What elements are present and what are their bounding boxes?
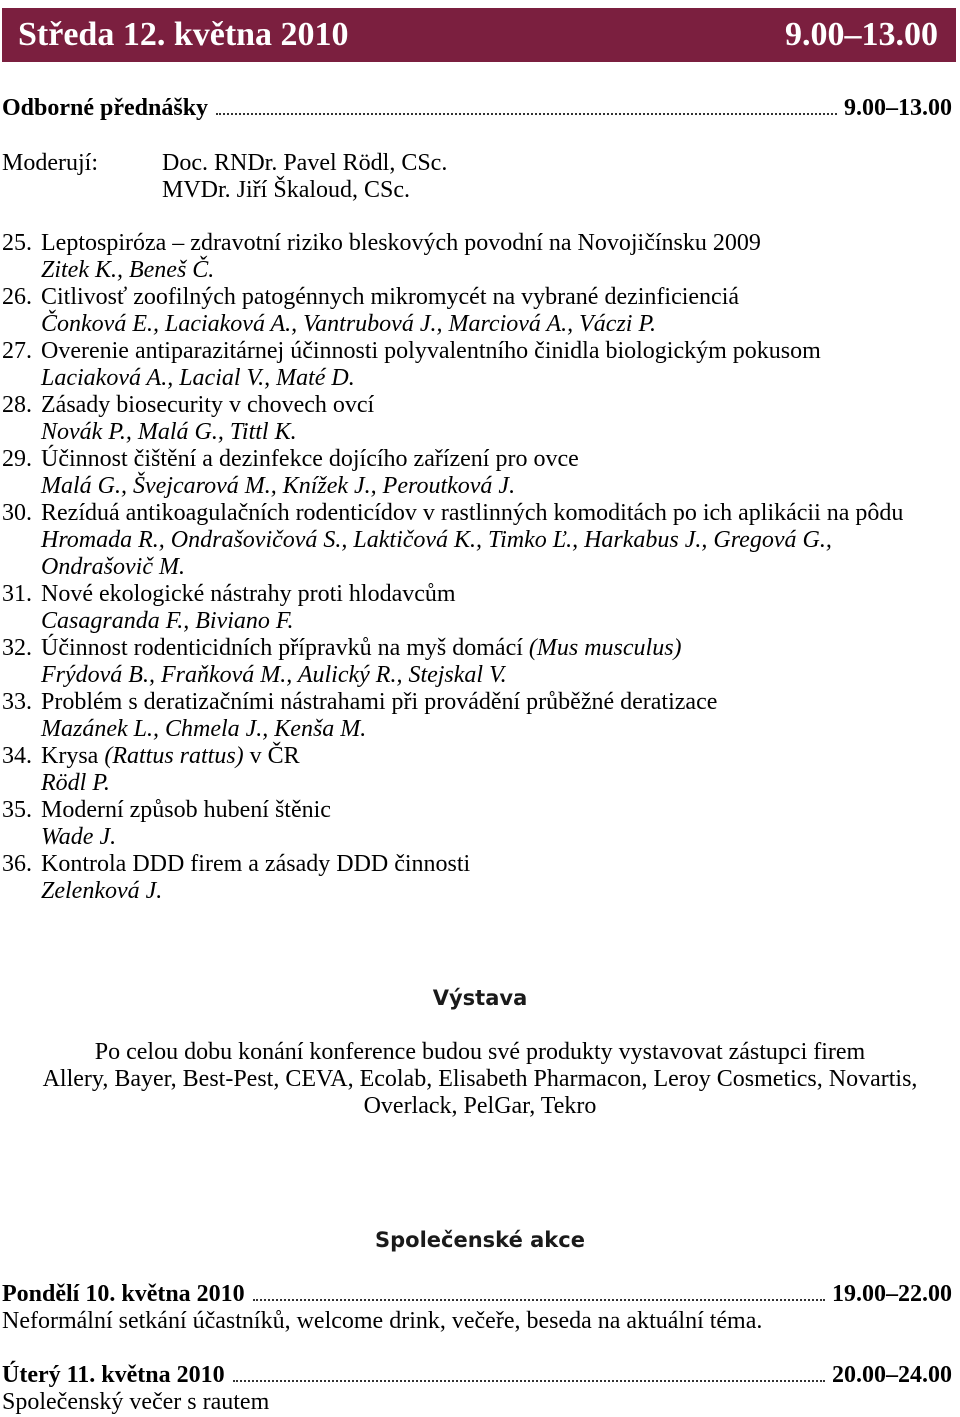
- exhibition-text-line: Po celou dobu konání konference budou své produkty vystavovat zástupci firem: [94, 1039, 866, 1065]
- lecture-authors: Zelenková J.: [41, 878, 163, 904]
- lecture-item: [0, 797, 960, 851]
- lecture-number: 34.: [2, 743, 32, 769]
- social-event-row: [2, 1281, 952, 1308]
- lecture-number: 26.: [2, 284, 32, 310]
- lecture-number: 25.: [2, 230, 32, 256]
- lecture-item: [0, 446, 960, 500]
- day-header-bar: [2, 8, 956, 62]
- lecture-title-latin-name: (Mus musculus): [528, 635, 682, 661]
- lecture-title-line: [0, 743, 960, 770]
- lecture-number: 33.: [2, 689, 32, 715]
- social-event-time: 20.00–24.00: [832, 1362, 952, 1388]
- lecture-authors: Rödl P.: [41, 770, 110, 796]
- moderator-name: Doc. RNDr. Pavel Rödl, CSc.: [162, 150, 448, 176]
- session-title: Odborné přednášky: [2, 95, 209, 121]
- lecture-number: 29.: [2, 446, 32, 472]
- session-time: 9.00–13.00: [844, 95, 952, 121]
- lecture-title-text: Účinnost čištění a dezinfekce dojícího zařízení pro ovce: [41, 446, 579, 472]
- lecture-title: [41, 743, 300, 769]
- lecture-authors: Mazánek L., Chmela J., Kenša M.: [41, 716, 367, 742]
- lecture-title: [41, 392, 374, 418]
- lecture-title-line: [0, 797, 960, 824]
- lecture-item: [0, 338, 960, 392]
- lecture-list: [0, 230, 960, 905]
- lecture-authors: Wade J.: [41, 824, 117, 850]
- lecture-title: [41, 797, 331, 823]
- lecture-item: [0, 689, 960, 743]
- lecture-title-text: Citlivosť zoofilných patogénnych mikromycét na vybrané dezinficienciá: [41, 284, 740, 310]
- dotted-leader: [233, 1380, 825, 1382]
- lecture-authors: Casagranda F., Biviano F.: [41, 608, 294, 634]
- lecture-title-text: Krysa: [41, 743, 105, 769]
- lecture-item: [0, 500, 960, 581]
- lecture-title-line: [0, 392, 960, 419]
- lecture-number: 35.: [2, 797, 32, 823]
- lecture-title-line: [0, 635, 960, 662]
- lecture-authors: Čonková E., Laciaková A., Vantrubová J., Marciová A., Váczi P.: [41, 311, 657, 337]
- social-event-day: Úterý 11. května 2010: [2, 1362, 225, 1388]
- lecture-title-line: [0, 446, 960, 473]
- session-title-row: [2, 95, 952, 122]
- moderators-label: Moderují:: [2, 150, 98, 176]
- lecture-authors: Frýdová B., Fraňková M., Aulický R., Stejskal V.: [41, 662, 507, 688]
- lecture-title-text: Overenie antiparazitárnej účinnosti polyvalentního činidla biologickým pokusom: [41, 338, 821, 364]
- lecture-title-line: [0, 500, 960, 527]
- lecture-title-line: [0, 230, 960, 257]
- lecture-item: [0, 581, 960, 635]
- exhibition-text: [0, 1039, 960, 1120]
- lecture-title-text: Rezíduá antikoagulačních rodenticídov v rastlinných komoditách po ich aplikácii na pôdu: [41, 500, 904, 526]
- dotted-leader: [216, 113, 837, 115]
- lecture-title-line: [0, 284, 960, 311]
- social-events-heading: Společenské akce: [375, 1228, 585, 1252]
- lecture-title: [41, 689, 717, 715]
- lecture-item: [0, 743, 960, 797]
- exhibition-text-line: Overlack, PelGar, Tekro: [363, 1093, 597, 1119]
- lecture-title-text: Zásady biosecurity v chovech ovcí: [41, 392, 375, 418]
- moderator-name: MVDr. Jiří Škaloud, CSc.: [162, 177, 411, 203]
- lecture-authors: Novák P., Malá G., Tittl K.: [41, 419, 297, 445]
- lecture-title-line: [0, 338, 960, 365]
- lecture-title-line: [0, 581, 960, 608]
- lecture-title-text: Moderní způsob hubení štěnic: [41, 797, 331, 823]
- lecture-title: [41, 230, 761, 256]
- exhibition-heading: Výstava: [432, 986, 528, 1010]
- social-event-description: Společenský večer s rautem: [2, 1389, 270, 1415]
- header-time: 9.00–13.00: [785, 16, 938, 53]
- lecture-title-latin-name: (Rattus rattus): [104, 743, 244, 769]
- lecture-item: [0, 635, 960, 689]
- lecture-title-line: [0, 851, 960, 878]
- lecture-number: 36.: [2, 851, 32, 877]
- lecture-number: 27.: [2, 338, 32, 364]
- lecture-title: [41, 635, 682, 661]
- lecture-item: [0, 230, 960, 284]
- lecture-authors: Ondrašovič M.: [41, 554, 185, 580]
- lecture-title-text: Nové ekologické nástrahy proti hlodavcům: [41, 581, 456, 607]
- lecture-title-text: Kontrola DDD firem a zásady DDD činnosti: [41, 851, 471, 877]
- lecture-number: 31.: [2, 581, 32, 607]
- lecture-title-text: v ČR: [243, 743, 300, 769]
- exhibition-text-line: Allery, Bayer, Best-Pest, CEVA, Ecolab, Elisabeth Pharmacon, Leroy Cosmetics, Novartis,: [42, 1066, 918, 1092]
- lecture-title: [41, 284, 739, 310]
- lecture-item: [0, 284, 960, 338]
- lecture-title: [41, 851, 470, 877]
- lecture-number: 32.: [2, 635, 32, 661]
- header-date: Středa 12. května 2010: [18, 16, 349, 53]
- lecture-item: [0, 851, 960, 905]
- social-event-time: 19.00–22.00: [832, 1281, 952, 1307]
- social-event-row: [2, 1362, 952, 1389]
- lecture-authors: Laciaková A., Lacial V., Maté D.: [41, 365, 355, 391]
- lecture-title: [41, 581, 456, 607]
- lecture-number: 30.: [2, 500, 32, 526]
- lecture-title-line: [0, 689, 960, 716]
- lecture-title: [41, 338, 821, 364]
- lecture-title: [41, 500, 903, 526]
- social-event-description: Neformální setkání účastníků, welcome drink, večeře, beseda na aktuální téma.: [2, 1308, 763, 1334]
- lecture-number: 28.: [2, 392, 32, 418]
- lecture-title-text: Leptospiróza – zdravotní riziko bleskových povodní na Novojičínsku 2009: [41, 230, 761, 256]
- lecture-title-text: Účinnost rodenticidních přípravků na myš domácí: [41, 635, 529, 661]
- social-event-day: Pondělí 10. května 2010: [2, 1281, 245, 1307]
- lecture-title: [41, 446, 579, 472]
- lecture-title-text: Problém s deratizačními nástrahami při provádění průběžné deratizace: [41, 689, 718, 715]
- lecture-item: [0, 392, 960, 446]
- lecture-authors: Hromada R., Ondrašovičová S., Laktičová K., Timko Ľ., Harkabus J., Gregová G.,: [41, 527, 832, 553]
- dotted-leader: [253, 1299, 825, 1301]
- lecture-authors: Zitek K., Beneš Č.: [41, 257, 215, 283]
- lecture-authors: Malá G., Švejcarová M., Knížek J., Peroutková J.: [41, 473, 516, 499]
